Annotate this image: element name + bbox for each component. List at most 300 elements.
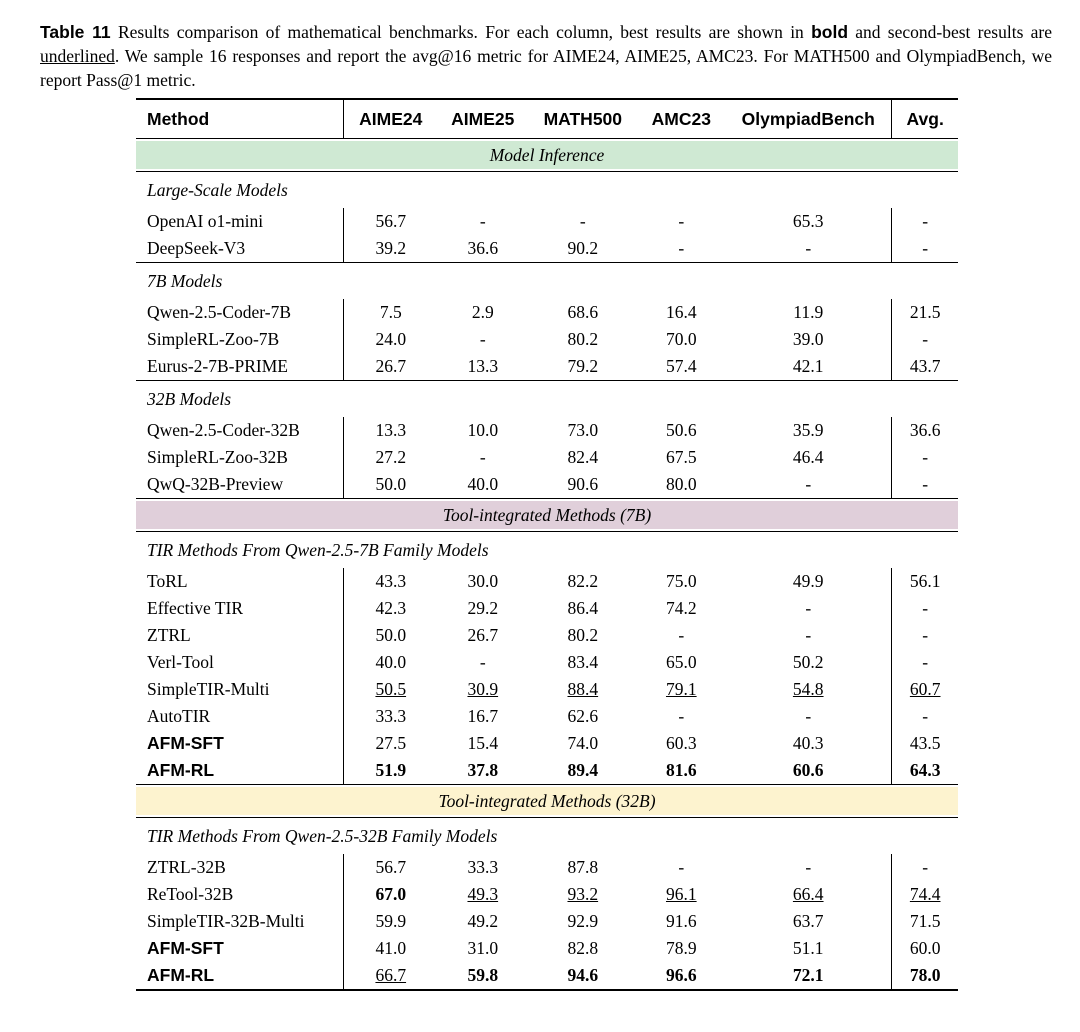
cell-value: 10.0 [467,420,499,440]
header-row [136,99,958,139]
cell-value: 2.9 [471,302,494,322]
cell-value: 79.2 [567,356,599,376]
cell-value: 26.7 [375,356,407,376]
cell-value: 41.0 [375,938,407,958]
cell-value: - [922,474,929,494]
cell-math500 [528,326,637,353]
cell-avg [892,962,958,990]
table-row [136,417,958,444]
table-row [136,935,958,962]
cell-aime25 [437,444,528,471]
cell-value: - [805,474,812,494]
cell-avg [892,595,958,622]
cell-value: - [922,625,929,645]
cell-value: - [479,329,486,349]
cell-avg [892,730,958,757]
cell-value: 46.4 [792,447,824,467]
method-name: ReTool-32B [147,884,234,904]
group-label: 32B Models [136,381,958,418]
cell-method [136,568,344,595]
table-row [136,757,958,785]
cell-math500 [528,881,637,908]
cell-method [136,471,344,499]
caption-underlined-word: underlined [40,46,115,66]
cell-value: 78.0 [909,965,941,985]
table-row [136,471,958,499]
cell-value: 70.0 [665,329,697,349]
cell-value: 35.9 [792,420,824,440]
cell-math500 [528,649,637,676]
cell-aime24 [344,962,438,990]
cell-value: - [922,238,929,258]
cell-math500 [528,935,637,962]
cell-value: 60.7 [909,679,941,699]
cell-amc23 [638,326,726,353]
cell-value: 40.0 [375,652,407,672]
cell-value: 93.2 [567,884,599,904]
cell-value: 39.2 [375,238,407,258]
cell-aime25 [437,353,528,381]
cell-value: 63.7 [792,911,824,931]
cell-olympiadbench [725,962,892,990]
table-row [136,595,958,622]
cell-math500 [528,676,637,703]
header-math500: MATH500 [528,99,637,139]
cell-aime24 [344,935,438,962]
cell-aime25 [437,622,528,649]
cell-aime24 [344,353,438,381]
cell-olympiadbench [725,757,892,785]
cell-value: 50.5 [375,679,407,699]
band-label-tool32b: Tool-integrated Methods (32B) [136,787,958,815]
group-label: TIR Methods From Qwen-2.5-32B Family Models [147,826,498,846]
cell-math500 [528,703,637,730]
cell-value: 96.1 [665,884,697,904]
table-row [136,962,958,990]
cell-math500 [528,471,637,499]
cell-olympiadbench [725,353,892,381]
cell-value: 50.6 [665,420,697,440]
cell-amc23 [638,568,726,595]
cell-avg [892,568,958,595]
cell-value: 74.4 [909,884,941,904]
cell-value: 31.0 [467,938,499,958]
cell-aime25 [437,299,528,326]
table-row [136,649,958,676]
cell-value: 78.9 [665,938,697,958]
cell-olympiadbench [725,595,892,622]
cell-value: 94.6 [567,965,599,985]
cell-value: - [479,211,486,231]
cell-olympiadbench [725,326,892,353]
cell-value: - [678,211,685,231]
cell-aime25 [437,908,528,935]
cell-aime24 [344,471,438,499]
cell-aime24 [344,417,438,444]
cell-aime24 [344,703,438,730]
cell-amc23 [638,908,726,935]
cell-method [136,676,344,703]
cell-value: 7.5 [379,302,402,322]
cell-method [136,299,344,326]
cell-aime24 [344,568,438,595]
table-row [136,622,958,649]
cell-value: 72.1 [792,965,824,985]
caption-bold-word: bold [811,22,849,42]
cell-aime25 [437,676,528,703]
cell-amc23 [638,417,726,444]
cell-value: - [922,447,929,467]
cell-value: 91.6 [665,911,697,931]
band-label-tool7b: Tool-integrated Methods (7B) [136,501,958,529]
cell-math500 [528,417,637,444]
cell-avg [892,703,958,730]
cell-olympiadbench [725,444,892,471]
cell-avg [892,417,958,444]
cell-value: 42.1 [792,356,824,376]
table-row [136,444,958,471]
cell-value: 60.3 [665,733,697,753]
cell-value: 67.0 [375,884,407,904]
cell-method [136,908,344,935]
cell-value: 96.6 [665,965,697,985]
cell-value: - [922,211,929,231]
cell-value: 29.2 [467,598,499,618]
cell-math500 [528,622,637,649]
group-row-g7b [136,263,958,300]
cell-method [136,595,344,622]
method-name: OpenAI o1-mini [147,211,264,231]
cell-amc23 [638,235,726,263]
cell-amc23 [638,881,726,908]
cell-avg [892,854,958,881]
cell-avg [892,208,958,235]
header-aime25: AIME25 [437,99,528,139]
method-name: QwQ-32B-Preview [147,474,284,494]
cell-value: 80.2 [567,329,599,349]
cell-avg [892,235,958,263]
cell-avg [892,444,958,471]
cell-amc23 [638,757,726,785]
cell-aime24 [344,757,438,785]
method-name: SimpleTIR-Multi [147,679,270,699]
cell-method [136,730,344,757]
cell-value: 80.2 [567,625,599,645]
cell-value: 13.3 [375,420,407,440]
table-row [136,299,958,326]
cell-amc23 [638,854,726,881]
cell-avg [892,757,958,785]
cell-aime24 [344,235,438,263]
cell-method [136,326,344,353]
cell-method [136,757,344,785]
cell-value: - [922,598,929,618]
cell-aime24 [344,208,438,235]
cell-value: 36.6 [467,238,499,258]
cell-value: 82.8 [567,938,599,958]
cell-olympiadbench [725,730,892,757]
cell-method [136,622,344,649]
cell-value: 33.3 [375,706,407,726]
cell-method [136,703,344,730]
cell-aime25 [437,235,528,263]
cell-value: 65.0 [665,652,697,672]
cell-olympiadbench [725,676,892,703]
cell-avg [892,299,958,326]
cell-value: 56.7 [375,211,407,231]
cell-value: 50.0 [375,625,407,645]
cell-value: 87.8 [567,857,599,877]
cell-value: 30.0 [467,571,499,591]
cell-avg [892,908,958,935]
cell-value: 75.0 [665,571,697,591]
cell-olympiadbench [725,235,892,263]
cell-value: 79.1 [665,679,697,699]
cell-value: 90.2 [567,238,599,258]
method-name: SimpleRL-Zoo-32B [147,447,288,467]
cell-aime24 [344,908,438,935]
cell-avg [892,935,958,962]
header-amc23: AMC23 [638,99,726,139]
cell-aime25 [437,649,528,676]
method-name: AutoTIR [147,706,211,726]
cell-olympiadbench [725,703,892,730]
cell-value: - [678,625,685,645]
cell-method [136,353,344,381]
cell-amc23 [638,595,726,622]
cell-amc23 [638,676,726,703]
header-aime24: AIME24 [344,99,438,139]
cell-value: 43.3 [375,571,407,591]
cell-avg [892,471,958,499]
cell-value: 54.8 [792,679,824,699]
table-row [136,208,958,235]
group-label: TIR Methods From Qwen-2.5-7B Family Models [147,540,489,560]
cell-value: 30.9 [467,679,499,699]
cell-amc23 [638,353,726,381]
cell-value: 89.4 [567,760,599,780]
band-row-tool7b [136,499,958,532]
group-row-tir7b [136,532,958,569]
cell-aime25 [437,417,528,444]
cell-method [136,935,344,962]
cell-aime24 [344,326,438,353]
cell-value: 82.4 [567,447,599,467]
method-name: AFM-SFT [147,938,224,958]
cell-value: 50.2 [792,652,824,672]
table-row [136,353,958,381]
method-name: DeepSeek-V3 [147,238,246,258]
cell-avg [892,326,958,353]
method-name: Qwen-2.5-Coder-7B [147,302,291,322]
cell-value: 27.2 [375,447,407,467]
cell-value: 56.7 [375,857,407,877]
cell-value: 81.6 [665,760,697,780]
cell-aime24 [344,730,438,757]
cell-math500 [528,353,637,381]
cell-aime25 [437,703,528,730]
header-method: Method [136,99,344,139]
cell-aime25 [437,935,528,962]
cell-math500 [528,208,637,235]
cell-math500 [528,757,637,785]
caption-text-3: . We sample 16 responses and report the avg@16 metric for AIME24, AIME25, AMC23. For MATH500 and OlympiadBench, we report Pass@1 metric. [40,46,1052,90]
cell-aime25 [437,962,528,990]
cell-value: 56.1 [909,571,941,591]
cell-avg [892,881,958,908]
method-name: ToRL [147,571,188,591]
cell-value: 71.5 [909,911,941,931]
cell-math500 [528,568,637,595]
cell-method [136,962,344,990]
cell-math500 [528,854,637,881]
cell-value: - [922,706,929,726]
table-row [136,703,958,730]
cell-olympiadbench [725,417,892,444]
cell-value: 24.0 [375,329,407,349]
cell-value: 43.7 [909,356,941,376]
cell-olympiadbench [725,649,892,676]
group-label: Large-Scale Models [147,180,288,200]
cell-method [136,417,344,444]
cell-value: - [479,447,486,467]
cell-math500 [528,299,637,326]
cell-value: 51.9 [375,760,407,780]
table-row [136,881,958,908]
cell-amc23 [638,730,726,757]
cell-value: 67.5 [665,447,697,467]
cell-olympiadbench [725,881,892,908]
table-row [136,676,958,703]
cell-value: - [805,598,812,618]
cell-amc23 [638,471,726,499]
cell-value: 43.5 [909,733,941,753]
cell-value: - [805,625,812,645]
cell-aime25 [437,730,528,757]
cell-olympiadbench [725,299,892,326]
cell-amc23 [638,649,726,676]
method-name: AFM-RL [147,760,215,780]
table-row [136,730,958,757]
cell-value: 16.7 [467,706,499,726]
method-name: SimpleRL-Zoo-7B [147,329,280,349]
cell-value: 74.2 [665,598,697,618]
cell-value: 66.7 [375,965,407,985]
cell-math500 [528,730,637,757]
table-row [136,908,958,935]
cell-aime25 [437,568,528,595]
group-row-tir32b [136,818,958,855]
cell-value: - [678,706,685,726]
cell-value: 51.1 [792,938,824,958]
cell-value: 39.0 [792,329,824,349]
cell-value: 73.0 [567,420,599,440]
table-row [136,326,958,353]
cell-value: 82.2 [567,571,599,591]
cell-value: 40.0 [467,474,499,494]
cell-amc23 [638,962,726,990]
band-label-inference: Model Inference [136,141,958,169]
cell-math500 [528,444,637,471]
cell-value: 42.3 [375,598,407,618]
group-row-large [136,172,958,209]
cell-method [136,854,344,881]
cell-olympiadbench [725,908,892,935]
cell-value: 50.0 [375,474,407,494]
method-name: Eurus-2-7B-PRIME [147,356,288,376]
cell-method [136,444,344,471]
cell-avg [892,622,958,649]
cell-value: 16.4 [665,302,697,322]
cell-value: - [479,652,486,672]
cell-value: 33.3 [467,857,499,877]
band-row-inference [136,139,958,172]
method-name: Qwen-2.5-Coder-32B [147,420,300,440]
cell-aime25 [437,595,528,622]
cell-value: 59.9 [375,911,407,931]
cell-value: 68.6 [567,302,599,322]
cell-value: - [579,211,586,231]
cell-aime25 [437,881,528,908]
cell-value: 40.3 [792,733,824,753]
table-row [136,568,958,595]
method-name: Verl-Tool [147,652,214,672]
cell-olympiadbench [725,935,892,962]
cell-olympiadbench [725,568,892,595]
method-name: ZTRL [147,625,191,645]
cell-value: 60.6 [792,760,824,780]
cell-method [136,208,344,235]
cell-value: - [678,238,685,258]
cell-value: 37.8 [467,760,499,780]
cell-amc23 [638,444,726,471]
caption-text-2: and second-best results are [855,22,1052,42]
cell-value: 27.5 [375,733,407,753]
cell-amc23 [638,703,726,730]
cell-value: - [922,329,929,349]
cell-method [136,649,344,676]
cell-aime25 [437,208,528,235]
cell-value: - [922,652,929,672]
cell-value: 36.6 [909,420,941,440]
results-table [136,98,958,991]
caption-text-1: Results comparison of mathematical benchmarks. For each column, best results are shown in [117,22,804,42]
cell-aime24 [344,881,438,908]
cell-math500 [528,962,637,990]
cell-aime25 [437,854,528,881]
cell-value: 65.3 [792,211,824,231]
cell-value: 49.9 [792,571,824,591]
cell-aime24 [344,595,438,622]
cell-value: - [678,857,685,877]
table-caption [40,20,1052,92]
cell-aime24 [344,676,438,703]
cell-aime24 [344,649,438,676]
cell-avg [892,676,958,703]
caption-label: Table 11 [40,22,111,42]
cell-value: 88.4 [567,679,599,699]
cell-olympiadbench [725,208,892,235]
group-label: 7B Models [136,263,958,300]
cell-amc23 [638,622,726,649]
band-row-tool32b [136,785,958,818]
cell-value: 86.4 [567,598,599,618]
cell-method [136,881,344,908]
cell-value: 83.4 [567,652,599,672]
cell-value: 62.6 [567,706,599,726]
cell-value: 49.3 [467,884,499,904]
cell-aime24 [344,299,438,326]
